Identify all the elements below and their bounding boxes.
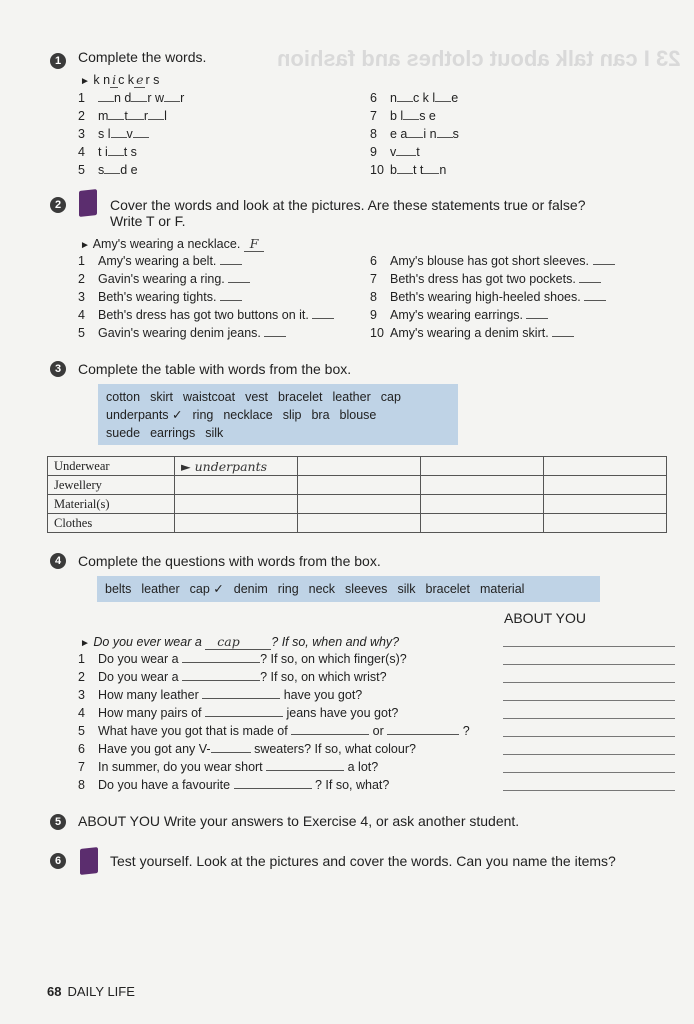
exercise-1-example: ► k n i c k e r s: [80, 72, 160, 87]
exercise-4-word-box: belts leather cap ✓ denim ring neck sleeves silk bracelet material: [97, 576, 600, 602]
answer-line[interactable]: [503, 700, 675, 701]
ex2-item-5: 5 Gavin's wearing denim jeans.: [78, 326, 286, 340]
table-cell[interactable]: [544, 476, 667, 495]
table-row-header: Clothes: [48, 514, 175, 533]
ex1-item-5: 5 s d e: [78, 163, 138, 177]
table-cell[interactable]: [298, 514, 421, 533]
table-row-header: Jewellery: [48, 476, 175, 495]
table-cell[interactable]: [421, 495, 544, 514]
ex2-item-9: 9 Amy's wearing earrings.: [370, 308, 548, 322]
ex1-item-3: 3 s l v: [78, 127, 149, 141]
table-cell[interactable]: [298, 495, 421, 514]
exercise-4-number: 4: [50, 553, 66, 569]
ex4-question-3: 3 How many leather have you got?: [78, 688, 363, 702]
answer-line[interactable]: [503, 754, 675, 755]
table-cell[interactable]: [298, 457, 421, 476]
ex4-question-4: 4 How many pairs of jeans have you got?: [78, 706, 399, 720]
section-name: DAILY LIFE: [67, 984, 135, 999]
ex1-item-6: 6 n c k l e: [370, 91, 459, 105]
handwritten-answer: i: [112, 72, 117, 87]
ex1-item-4: 4 t i t s: [78, 145, 137, 159]
ex4-question-1: 1 Do you wear a ? If so, on which finger(s)?: [78, 652, 407, 666]
ex2-item-7: 7 Beth's dress has got two pockets.: [370, 272, 601, 286]
about-you-heading: ABOUT YOU: [504, 610, 586, 626]
table-cell[interactable]: [175, 476, 298, 495]
page-number: 68: [47, 984, 62, 999]
ex1-item-2: 2 m t r l: [78, 109, 167, 123]
ex1-item-7: 7 b l s e: [370, 109, 436, 123]
ex2-item-4: 4 Beth's dress has got two buttons on it.: [78, 308, 334, 322]
table-cell[interactable]: [421, 514, 544, 533]
table-row: [48, 476, 667, 495]
table-cell[interactable]: [544, 457, 667, 476]
ex4-question-6: 6 Have you got any V- sweaters? If so, what colour?: [78, 742, 416, 756]
ex2-item-3: 3 Beth's wearing tights.: [78, 290, 242, 304]
exercise-5-number: 5: [50, 814, 66, 830]
answer-line[interactable]: [503, 682, 675, 683]
exercise-2-number: 2: [50, 197, 66, 213]
ex4-question-2: 2 Do you wear a ? If so, on which wrist?: [78, 670, 387, 684]
ex4-question-7: 7 In summer, do you wear short a lot?: [78, 760, 379, 774]
exercise-3-table: [47, 456, 667, 533]
exercise-4-title: Complete the questions with words from the box.: [78, 553, 381, 569]
handwritten-answer: F: [244, 236, 265, 252]
table-cell[interactable]: [421, 457, 544, 476]
table-row-header: Underwear: [48, 457, 175, 476]
ex4-question-8: 8 Do you have a favourite ? If so, what?: [78, 778, 390, 792]
answer-line[interactable]: [503, 664, 675, 665]
table-row: [48, 514, 667, 533]
ex1-item-9: 9 v t: [370, 145, 420, 159]
ex1-item-8: 8 e a i n s: [370, 127, 459, 141]
exercise-5-title: ABOUT YOU Write your answers to Exercise 4, or ask another student.: [78, 813, 520, 829]
page-footer: [47, 984, 135, 999]
answer-line[interactable]: [503, 772, 675, 773]
mirrored-page-title: 23 I can talk about clothes and fashion: [276, 46, 680, 71]
ex2-item-2: 2 Gavin's wearing a ring.: [78, 272, 250, 286]
cover-book-icon: [79, 189, 97, 217]
cover-book-icon: [80, 847, 98, 875]
exercise-3-title: Complete the table with words from the box.: [78, 361, 352, 377]
exercise-3-number: 3: [50, 361, 66, 377]
answer-line[interactable]: [503, 718, 675, 719]
exercise-1-number: 1: [50, 53, 66, 69]
table-cell[interactable]: [298, 476, 421, 495]
table-cell[interactable]: [175, 495, 298, 514]
answer-line[interactable]: [503, 790, 675, 791]
ex4-example: ► Do you ever wear a cap ? If so, when and why?: [80, 634, 400, 649]
ex2-example: ► Amy's wearing a necklace. F: [80, 236, 264, 251]
ex1-item-10: 10 b t t n: [370, 163, 447, 177]
ex2-item-6: 6 Amy's blouse has got short sleeves.: [370, 254, 615, 268]
exercise-6-number: 6: [50, 853, 66, 869]
ex2-item-8: 8 Beth's wearing high-heeled shoes.: [370, 290, 606, 304]
table-cell[interactable]: [175, 514, 298, 533]
ex2-item-1: 1 Amy's wearing a belt.: [78, 254, 242, 268]
handwritten-answer: e: [136, 72, 144, 87]
ex4-question-5: 5 What have you got that is made of or ?: [78, 724, 470, 738]
exercise-6-title: Test yourself. Look at the pictures and cover the words. Can you name the items?: [110, 853, 616, 869]
exercise-3-word-box: cotton skirt waistcoat vest bracelet leather cap underpants ✓ ring necklace slip bra blouse suede earrings silk: [98, 384, 458, 445]
table-cell-example[interactable]: ► underpants: [175, 457, 298, 476]
answer-line[interactable]: [503, 736, 675, 737]
table-row-header: Material(s): [48, 495, 175, 514]
exercise-1-title: Complete the words.: [78, 49, 207, 65]
exercise-2-title-line2: Write T or F.: [110, 213, 186, 229]
table-cell[interactable]: [421, 476, 544, 495]
table-cell[interactable]: [544, 514, 667, 533]
table-row: [48, 495, 667, 514]
table-cell[interactable]: [544, 495, 667, 514]
ex1-item-1: 1 n d r w r: [78, 91, 185, 105]
exercise-2-title-line1: Cover the words and look at the pictures. Are these statements true or false?: [110, 197, 586, 213]
ex2-item-10: 10 Amy's wearing a denim skirt.: [370, 326, 574, 340]
answer-line[interactable]: [503, 646, 675, 647]
handwritten-answer: cap: [205, 634, 271, 650]
table-row: [48, 457, 667, 476]
